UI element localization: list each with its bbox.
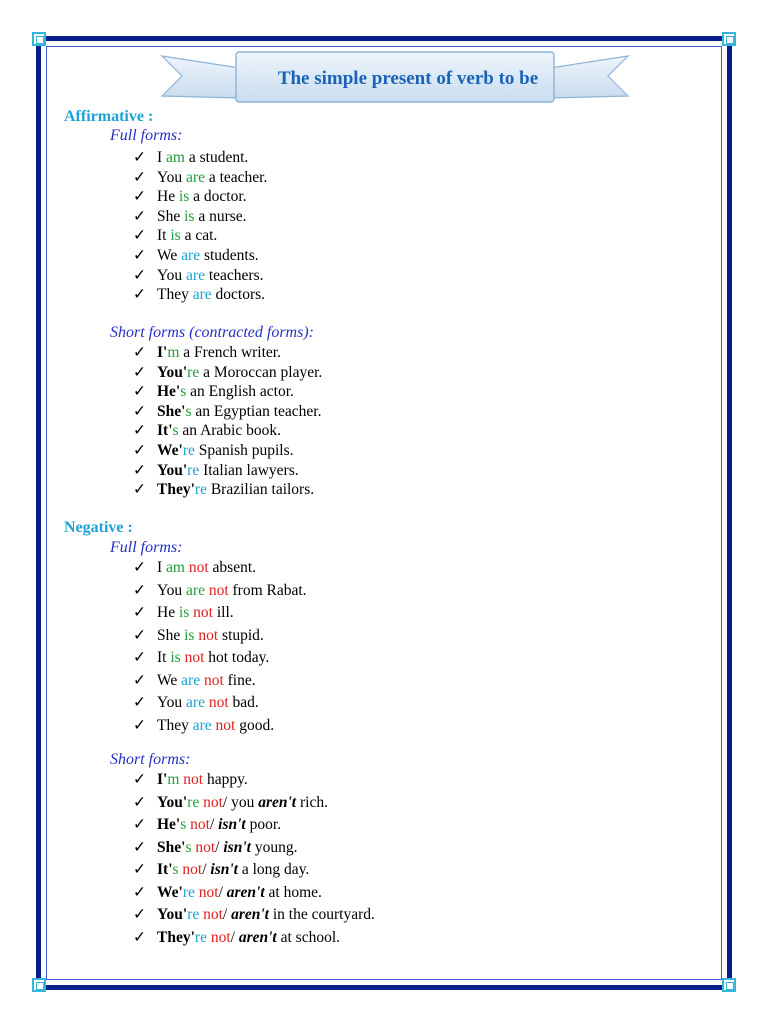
list-item — [133, 187, 247, 206]
sentence-rest: in the courtyard. — [268, 906, 375, 923]
subject-pronoun: I — [157, 149, 167, 166]
list-item — [133, 363, 322, 382]
subject-pronoun: You — [157, 266, 187, 284]
checkmark-icon: ✓ — [133, 168, 146, 186]
checkmark-icon: ✓ — [133, 716, 146, 734]
subject-pronoun: They' — [157, 928, 195, 946]
verb-form: are — [192, 286, 212, 304]
subject-pronoun: You — [157, 168, 187, 186]
negation-word: not — [198, 883, 219, 901]
verb-form: is — [178, 188, 190, 206]
subject-pronoun: It' — [157, 861, 173, 878]
list-item — [133, 716, 274, 735]
sentence-rest: a Moroccan player. — [199, 363, 323, 381]
separator: / — [209, 816, 219, 833]
subject-pronoun: It — [157, 649, 171, 666]
corner-ornament-bottom-right — [722, 978, 736, 992]
list-item — [133, 928, 340, 947]
checkmark-icon: ✓ — [133, 422, 146, 440]
verb-form: is — [170, 649, 181, 666]
list-item — [133, 148, 248, 167]
negation-word: not — [215, 716, 236, 734]
separator: / — [215, 838, 224, 856]
verb-form: am — [166, 559, 185, 576]
separator: / — [222, 906, 232, 923]
list-item — [133, 207, 247, 226]
subject-pronoun: We' — [157, 883, 183, 901]
corner-ornament-top-right — [722, 32, 736, 46]
verb-form: is — [170, 227, 181, 245]
checkmark-icon: ✓ — [133, 861, 146, 878]
verb-form: are — [181, 247, 201, 264]
subject-pronoun: She — [157, 626, 185, 644]
subject-pronoun: He — [157, 188, 179, 206]
sentence-rest: at school. — [276, 928, 341, 946]
negation-word: not — [182, 861, 203, 878]
sentence-rest: an English actor. — [186, 383, 294, 401]
verb-form: re — [194, 481, 207, 499]
sentence-rest: Italian lawyers. — [199, 461, 299, 479]
verb-form: are — [192, 716, 212, 734]
separator: / you — [222, 793, 259, 811]
checkmark-icon: ✓ — [133, 227, 146, 245]
checkmark-icon: ✓ — [133, 906, 146, 923]
sentence-rest: a French writer. — [179, 344, 281, 361]
verb-form: s — [185, 402, 192, 420]
checkmark-icon: ✓ — [133, 383, 146, 401]
verb-form: m — [167, 344, 180, 361]
checkmark-icon: ✓ — [133, 363, 146, 381]
checkmark-icon: ✓ — [133, 481, 146, 499]
sentence-rest: Spanish pupils. — [194, 442, 294, 459]
verb-form: re — [187, 363, 200, 381]
separator: / — [230, 928, 239, 946]
subject-pronoun: You' — [157, 793, 188, 811]
list-item — [133, 693, 259, 712]
subject-pronoun: You' — [157, 363, 188, 381]
separator: / — [202, 861, 211, 878]
list-item — [133, 838, 297, 857]
negation-word: not — [190, 816, 210, 833]
contracted-negation: aren't — [226, 883, 265, 901]
verb-form: s — [172, 422, 179, 440]
page-title: The simple present of verb to be — [277, 68, 539, 89]
sentence-rest: good. — [235, 716, 275, 734]
negation-word: not — [188, 559, 209, 576]
contracted-negation: aren't — [238, 928, 277, 946]
list-item — [133, 285, 265, 304]
verb-form: re — [187, 461, 200, 479]
list-item — [133, 558, 256, 577]
list-item — [133, 793, 328, 812]
list-item — [133, 648, 269, 667]
list-item — [133, 461, 299, 480]
negation-word: not — [210, 928, 231, 946]
negation-word: not — [203, 906, 223, 923]
checkmark-icon: ✓ — [133, 149, 146, 166]
verb-form: s — [180, 383, 187, 401]
checkmark-icon: ✓ — [133, 604, 146, 621]
checkmark-icon: ✓ — [133, 344, 146, 361]
verb-form: re — [187, 906, 200, 923]
list-item — [133, 480, 314, 499]
sentence-rest: hot today. — [204, 649, 270, 666]
verb-form: are — [186, 581, 205, 599]
checkmark-icon: ✓ — [133, 247, 146, 264]
checkmark-icon: ✓ — [133, 883, 146, 901]
checkmark-icon: ✓ — [133, 928, 146, 946]
separator: / — [218, 883, 227, 901]
checkmark-icon: ✓ — [133, 838, 146, 856]
subject-pronoun: You' — [157, 906, 188, 923]
affirmative-heading: Affirmative : — [64, 108, 154, 125]
sentence-rest: stupid. — [218, 626, 264, 644]
sentence-rest: a student. — [184, 149, 249, 166]
checkmark-icon: ✓ — [133, 771, 146, 788]
negation-word: not — [208, 694, 229, 711]
negation-word: not — [198, 626, 219, 644]
list-item — [133, 382, 294, 401]
list-item — [133, 168, 267, 187]
subject-pronoun: It — [157, 227, 171, 245]
list-item — [133, 441, 294, 460]
sentence-rest: an Egyptian teacher. — [191, 402, 322, 420]
checkmark-icon: ✓ — [133, 442, 146, 459]
checkmark-icon: ✓ — [133, 816, 146, 833]
sentence-rest: at home. — [264, 883, 322, 901]
verb-form: re — [182, 883, 195, 901]
list-item — [133, 402, 321, 421]
subject-pronoun: He' — [157, 383, 181, 401]
list-item — [133, 860, 309, 879]
contracted-negation: aren't — [231, 906, 269, 923]
sentence-rest: poor. — [245, 816, 282, 833]
checkmark-icon: ✓ — [133, 581, 146, 599]
sentence-rest: ill. — [212, 604, 234, 621]
verb-form: s — [172, 861, 179, 878]
subject-pronoun: They' — [157, 481, 195, 499]
subject-pronoun: I' — [157, 344, 168, 361]
checkmark-icon: ✓ — [133, 559, 146, 576]
corner-ornament-bottom-left — [32, 978, 46, 992]
negation-word: not — [203, 793, 223, 811]
list-item — [133, 603, 234, 622]
checkmark-icon: ✓ — [133, 286, 146, 304]
sentence-rest: absent. — [208, 559, 257, 576]
subject-pronoun: She' — [157, 402, 186, 420]
sentence-rest: bad. — [228, 694, 259, 711]
subject-pronoun: It' — [157, 422, 173, 440]
verb-form: s — [180, 816, 187, 833]
verb-form: re — [187, 793, 200, 811]
sentence-rest: young. — [250, 838, 298, 856]
checkmark-icon: ✓ — [133, 793, 146, 811]
sentence-rest: a teacher. — [204, 168, 268, 186]
subject-pronoun: You — [157, 694, 187, 711]
list-item — [133, 266, 263, 285]
subject-pronoun: He' — [157, 816, 181, 833]
verb-form: is — [184, 626, 195, 644]
sentence-rest: doctors. — [211, 286, 266, 304]
sentence-rest: a nurse. — [194, 207, 247, 225]
subject-pronoun: She' — [157, 838, 186, 856]
subject-pronoun: They — [157, 286, 193, 304]
negative-heading: Negative : — [64, 519, 133, 536]
list-item — [133, 421, 281, 440]
checkmark-icon: ✓ — [133, 188, 146, 206]
negative-full-forms-label: Full forms: — [110, 539, 183, 556]
subject-pronoun: You' — [157, 461, 188, 479]
contracted-negation: isn't — [218, 816, 246, 833]
affirmative-short-forms-label: Short forms (contracted forms): — [110, 324, 314, 341]
negation-word: not — [208, 581, 229, 599]
sentence-rest: from Rabat. — [228, 581, 307, 599]
sentence-rest: an Arabic book. — [178, 422, 281, 440]
sentence-rest: a doctor. — [189, 188, 247, 206]
subject-pronoun: They — [157, 716, 193, 734]
list-item — [133, 671, 256, 690]
subject-pronoun: He — [157, 604, 179, 621]
checkmark-icon: ✓ — [133, 694, 146, 711]
list-item — [133, 883, 322, 902]
list-item — [133, 226, 217, 245]
list-item — [133, 815, 281, 834]
checkmark-icon: ✓ — [133, 402, 146, 420]
verb-form: are — [186, 694, 205, 711]
verb-form: am — [166, 149, 185, 166]
subject-pronoun: I' — [157, 771, 168, 788]
subject-pronoun: We — [157, 247, 182, 264]
negation-word: not — [183, 771, 204, 788]
subject-pronoun: We' — [157, 442, 183, 459]
verb-form: re — [182, 442, 195, 459]
contracted-negation: isn't — [223, 838, 251, 856]
list-item — [133, 246, 259, 265]
contracted-negation: aren't — [258, 793, 297, 811]
contracted-negation: isn't — [210, 861, 238, 878]
verb-form: re — [194, 928, 207, 946]
verb-form: s — [185, 838, 192, 856]
sentence-rest: rich. — [296, 793, 328, 811]
corner-ornament-top-left — [32, 32, 46, 46]
verb-form: are — [186, 168, 205, 186]
list-item — [133, 343, 281, 362]
verb-form: m — [167, 771, 180, 788]
subject-pronoun: We — [157, 671, 182, 689]
checkmark-icon: ✓ — [133, 649, 146, 666]
verb-form: are — [181, 671, 201, 689]
subject-pronoun: You — [157, 581, 187, 599]
sentence-rest: students. — [200, 247, 259, 264]
affirmative-full-forms-label: Full forms: — [110, 127, 183, 144]
sentence-rest: a cat. — [180, 227, 218, 245]
sentence-rest: Brazilian tailors. — [206, 481, 315, 499]
verb-form: is — [178, 604, 190, 621]
checkmark-icon: ✓ — [133, 671, 146, 689]
negation-word: not — [203, 671, 224, 689]
sentence-rest: a long day. — [238, 861, 310, 878]
sentence-rest: teachers. — [204, 266, 264, 284]
negation-word: not — [195, 838, 216, 856]
subject-pronoun: She — [157, 207, 185, 225]
checkmark-icon: ✓ — [133, 207, 146, 225]
verb-form: are — [186, 266, 205, 284]
checkmark-icon: ✓ — [133, 461, 146, 479]
negation-word: not — [184, 649, 205, 666]
list-item — [133, 770, 248, 789]
list-item — [133, 905, 375, 924]
verb-form: is — [184, 207, 195, 225]
sentence-rest: happy. — [203, 771, 248, 788]
subject-pronoun: I — [157, 559, 167, 576]
list-item — [133, 581, 307, 600]
checkmark-icon: ✓ — [133, 626, 146, 644]
negative-short-forms-label: Short forms: — [110, 751, 191, 768]
negation-word: not — [193, 604, 213, 621]
sentence-rest: fine. — [223, 671, 256, 689]
checkmark-icon: ✓ — [133, 266, 146, 284]
list-item — [133, 626, 264, 645]
